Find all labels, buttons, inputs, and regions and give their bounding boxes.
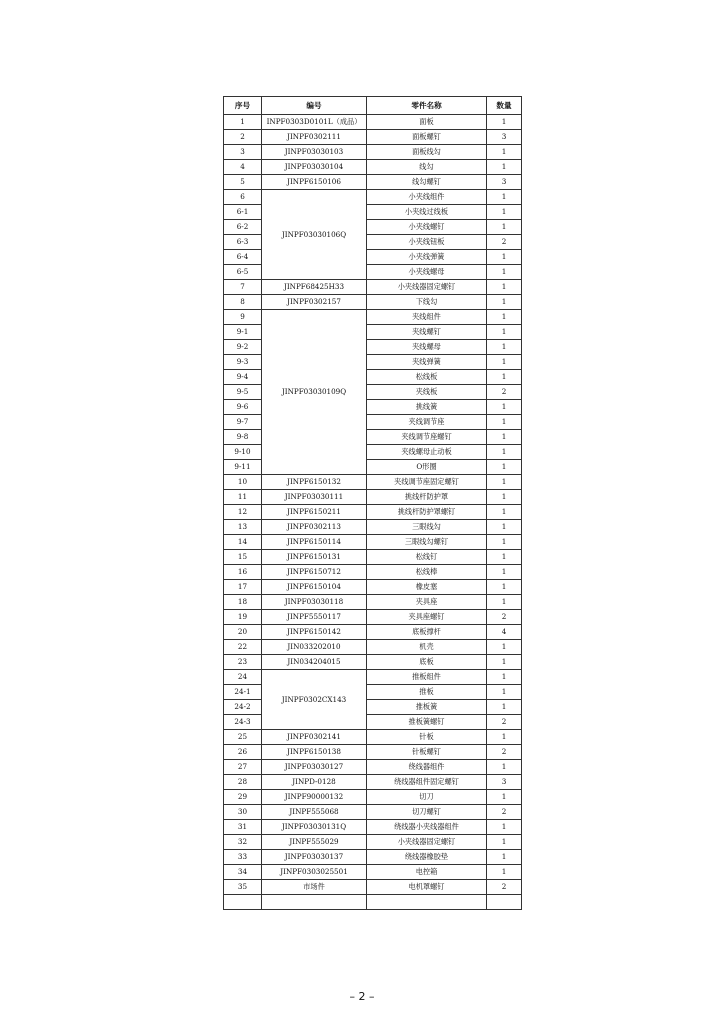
qty-cell: 1 [487, 550, 522, 565]
qty-cell: 1 [487, 445, 522, 460]
blank-cell [262, 895, 367, 910]
name-cell: 夹线调节座固定螺钉 [367, 475, 487, 490]
name-cell: 夹线调节座 [367, 415, 487, 430]
seq-cell: 26 [224, 745, 262, 760]
seq-cell: 6-5 [224, 265, 262, 280]
name-cell: 夹线调节座螺钉 [367, 430, 487, 445]
qty-cell: 1 [487, 370, 522, 385]
name-cell: 小夹线器固定螺钉 [367, 280, 487, 295]
name-cell: 推板 [367, 685, 487, 700]
name-cell: 针板螺钉 [367, 745, 487, 760]
code-cell: JIN033202010 [262, 640, 367, 655]
qty-cell: 4 [487, 625, 522, 640]
name-cell: 挑线杆防护罩螺钉 [367, 505, 487, 520]
table-row [224, 835, 522, 850]
seq-cell: 15 [224, 550, 262, 565]
name-cell: 绕线器组件固定螺钉 [367, 775, 487, 790]
seq-cell: 20 [224, 625, 262, 640]
qty-cell: 2 [487, 385, 522, 400]
code-cell: JINPF6150712 [262, 565, 367, 580]
code-cell: JINPF6150132 [262, 475, 367, 490]
parts-list-sheet [223, 96, 521, 910]
qty-cell: 1 [487, 760, 522, 775]
qty-cell: 2 [487, 715, 522, 730]
table-row [224, 850, 522, 865]
seq-cell: 8 [224, 295, 262, 310]
seq-cell: 3 [224, 145, 262, 160]
blank-cell [367, 895, 487, 910]
table-row [224, 640, 522, 655]
qty-cell: 2 [487, 610, 522, 625]
seq-cell: 9-5 [224, 385, 262, 400]
blank-cell [487, 895, 522, 910]
seq-cell: 24-3 [224, 715, 262, 730]
table-row [224, 745, 522, 760]
seq-cell: 24-1 [224, 685, 262, 700]
table-row [224, 310, 522, 325]
seq-cell: 6-4 [224, 250, 262, 265]
name-cell: 小夹线器固定螺钉 [367, 835, 487, 850]
name-cell: 切刀螺钉 [367, 805, 487, 820]
qty-cell: 1 [487, 535, 522, 550]
seq-cell: 32 [224, 835, 262, 850]
qty-cell: 1 [487, 400, 522, 415]
table-row [224, 805, 522, 820]
seq-cell: 12 [224, 505, 262, 520]
qty-cell: 1 [487, 430, 522, 445]
name-cell: 推板簧 [367, 700, 487, 715]
seq-cell: 6-1 [224, 205, 262, 220]
code-cell: JINPF03030104 [262, 160, 367, 175]
qty-cell: 1 [487, 790, 522, 805]
table-row [224, 475, 522, 490]
code-cell: JINPF5550117 [262, 610, 367, 625]
code-cell: JINPF6150211 [262, 505, 367, 520]
seq-cell: 4 [224, 160, 262, 175]
name-cell: 线勾螺钉 [367, 175, 487, 190]
name-cell: 绕线器橡胶垫 [367, 850, 487, 865]
name-cell: 小夹线组件 [367, 190, 487, 205]
name-cell: 推板簧螺钉 [367, 715, 487, 730]
qty-cell: 1 [487, 205, 522, 220]
qty-cell: 1 [487, 415, 522, 430]
qty-cell: 1 [487, 325, 522, 340]
code-cell: JIN034204015 [262, 655, 367, 670]
seq-cell: 30 [224, 805, 262, 820]
qty-cell: 2 [487, 880, 522, 895]
name-cell: 夹线螺母 [367, 340, 487, 355]
seq-cell: 6 [224, 190, 262, 205]
table-body [224, 115, 522, 895]
name-cell: 小夹线螺母 [367, 265, 487, 280]
seq-cell: 9-8 [224, 430, 262, 445]
name-cell: 松线板 [367, 370, 487, 385]
name-cell: 底板 [367, 655, 487, 670]
header-qty: 数量 [487, 97, 522, 115]
table-row [224, 535, 522, 550]
qty-cell: 3 [487, 175, 522, 190]
seq-cell: 33 [224, 850, 262, 865]
table-row [224, 760, 522, 775]
qty-cell: 1 [487, 835, 522, 850]
code-cell: JINPF6150106 [262, 175, 367, 190]
code-cell: JINPF6150138 [262, 745, 367, 760]
name-cell: 夹线螺钉 [367, 325, 487, 340]
table-row [224, 490, 522, 505]
name-cell: 面板螺钉 [367, 130, 487, 145]
table-row [224, 865, 522, 880]
name-cell: 松线棒 [367, 565, 487, 580]
table-row [224, 505, 522, 520]
name-cell: 三眼线勾螺钉 [367, 535, 487, 550]
name-cell: 面板线勾 [367, 145, 487, 160]
table-row [224, 610, 522, 625]
name-cell: 小夹线螺钉 [367, 220, 487, 235]
qty-cell: 1 [487, 220, 522, 235]
name-cell: 松线钉 [367, 550, 487, 565]
qty-cell: 1 [487, 280, 522, 295]
seq-cell: 18 [224, 595, 262, 610]
qty-cell: 1 [487, 640, 522, 655]
qty-cell: 1 [487, 340, 522, 355]
seq-cell: 13 [224, 520, 262, 535]
name-cell: 橡皮塞 [367, 580, 487, 595]
qty-cell: 1 [487, 685, 522, 700]
name-cell: 下线勾 [367, 295, 487, 310]
code-cell: JINPF555029 [262, 835, 367, 850]
table-blank-row [224, 895, 522, 910]
seq-cell: 23 [224, 655, 262, 670]
code-cell: JINPF03030103 [262, 145, 367, 160]
seq-cell: 6-2 [224, 220, 262, 235]
qty-cell: 1 [487, 355, 522, 370]
name-cell: 电机罩螺钉 [367, 880, 487, 895]
qty-cell: 1 [487, 730, 522, 745]
table-row [224, 790, 522, 805]
seq-cell: 31 [224, 820, 262, 835]
qty-cell: 1 [487, 655, 522, 670]
qty-cell: 2 [487, 235, 522, 250]
seq-cell: 9-4 [224, 370, 262, 385]
name-cell: 绕线器组件 [367, 760, 487, 775]
name-cell: 三眼线勾 [367, 520, 487, 535]
seq-cell: 16 [224, 565, 262, 580]
seq-cell: 24-2 [224, 700, 262, 715]
seq-cell: 27 [224, 760, 262, 775]
qty-cell: 2 [487, 805, 522, 820]
blank-cell [224, 895, 262, 910]
page-number: – 2 – [349, 990, 375, 1003]
parts-table [223, 96, 522, 910]
table-row [224, 580, 522, 595]
code-cell: JINPF0303025501 [262, 865, 367, 880]
code-cell: JINPF68425H33 [262, 280, 367, 295]
qty-cell: 1 [487, 250, 522, 265]
seq-cell: 22 [224, 640, 262, 655]
name-cell: 夹具座 [367, 595, 487, 610]
table-row [224, 130, 522, 145]
seq-cell: 14 [224, 535, 262, 550]
code-cell: JINPF555068 [262, 805, 367, 820]
table-row [224, 775, 522, 790]
seq-cell: 10 [224, 475, 262, 490]
name-cell: 面板 [367, 115, 487, 130]
seq-cell: 29 [224, 790, 262, 805]
name-cell: 机壳 [367, 640, 487, 655]
name-cell: 挑线簧 [367, 400, 487, 415]
seq-cell: 19 [224, 610, 262, 625]
qty-cell: 1 [487, 475, 522, 490]
seq-cell: 28 [224, 775, 262, 790]
table-row [224, 520, 522, 535]
seq-cell: 24 [224, 670, 262, 685]
code-cell: JINPF6150114 [262, 535, 367, 550]
seq-cell: 17 [224, 580, 262, 595]
code-cell: JINPF03030127 [262, 760, 367, 775]
code-cell: JINPF03030111 [262, 490, 367, 505]
seq-cell: 9 [224, 310, 262, 325]
table-row [224, 730, 522, 745]
name-cell: 夹线螺母止动板 [367, 445, 487, 460]
table-row [224, 880, 522, 895]
code-cell: JINPF03030131Q [262, 820, 367, 835]
qty-cell: 2 [487, 745, 522, 760]
qty-cell: 1 [487, 310, 522, 325]
name-cell: 电控箱 [367, 865, 487, 880]
qty-cell: 1 [487, 670, 522, 685]
qty-cell: 1 [487, 490, 522, 505]
seq-cell: 11 [224, 490, 262, 505]
table-row [224, 550, 522, 565]
code-cell: JINPF03030106Q [262, 190, 367, 280]
qty-cell: 1 [487, 265, 522, 280]
seq-cell: 9-7 [224, 415, 262, 430]
name-cell: 绕线器小夹线器组件 [367, 820, 487, 835]
qty-cell: 1 [487, 505, 522, 520]
qty-cell: 1 [487, 865, 522, 880]
header-name: 零件名称 [367, 97, 487, 115]
code-cell: JINPF6150142 [262, 625, 367, 640]
table-row [224, 295, 522, 310]
name-cell: 夹线组件 [367, 310, 487, 325]
name-cell: 小夹线钮板 [367, 235, 487, 250]
code-cell: JINPF0302141 [262, 730, 367, 745]
table-row [224, 595, 522, 610]
qty-cell: 3 [487, 130, 522, 145]
code-cell: JINPF0302111 [262, 130, 367, 145]
seq-cell: 9-3 [224, 355, 262, 370]
seq-cell: 9-2 [224, 340, 262, 355]
name-cell: 夹线弹簧 [367, 355, 487, 370]
table-row [224, 625, 522, 640]
code-cell: JINPF0302CX143 [262, 670, 367, 730]
seq-cell: 9-10 [224, 445, 262, 460]
code-cell: JINPF6150131 [262, 550, 367, 565]
name-cell: 切刀 [367, 790, 487, 805]
table-row [224, 160, 522, 175]
seq-cell: 1 [224, 115, 262, 130]
table-row [224, 565, 522, 580]
code-cell: INPF0303D0101L（成品） [262, 115, 367, 130]
name-cell: 线勾 [367, 160, 487, 175]
seq-cell: 9-11 [224, 460, 262, 475]
table-row [224, 280, 522, 295]
seq-cell: 9-6 [224, 400, 262, 415]
name-cell: 小夹线过线板 [367, 205, 487, 220]
name-cell: O形圈 [367, 460, 487, 475]
name-cell: 夹线板 [367, 385, 487, 400]
table-row [224, 820, 522, 835]
name-cell: 针板 [367, 730, 487, 745]
qty-cell: 1 [487, 520, 522, 535]
qty-cell: 1 [487, 460, 522, 475]
seq-cell: 35 [224, 880, 262, 895]
qty-cell: 1 [487, 820, 522, 835]
qty-cell: 1 [487, 565, 522, 580]
name-cell: 挑线杆防护罩 [367, 490, 487, 505]
qty-cell: 1 [487, 595, 522, 610]
seq-cell: 9-1 [224, 325, 262, 340]
code-cell: JINPF03030109Q [262, 310, 367, 475]
code-cell: JINPD-0128 [262, 775, 367, 790]
seq-cell: 7 [224, 280, 262, 295]
qty-cell: 1 [487, 850, 522, 865]
qty-cell: 1 [487, 700, 522, 715]
code-cell: 市场件 [262, 880, 367, 895]
qty-cell: 1 [487, 115, 522, 130]
table-row [224, 145, 522, 160]
seq-cell: 2 [224, 130, 262, 145]
seq-cell: 5 [224, 175, 262, 190]
qty-cell: 1 [487, 580, 522, 595]
seq-cell: 25 [224, 730, 262, 745]
table-row [224, 655, 522, 670]
name-cell: 小夹线弹簧 [367, 250, 487, 265]
table-header-row [224, 97, 522, 115]
qty-cell: 1 [487, 145, 522, 160]
seq-cell: 6-3 [224, 235, 262, 250]
table-row [224, 115, 522, 130]
qty-cell: 1 [487, 190, 522, 205]
table-row [224, 175, 522, 190]
name-cell: 推板组件 [367, 670, 487, 685]
code-cell: JINPF0302113 [262, 520, 367, 535]
qty-cell: 3 [487, 775, 522, 790]
header-code: 编号 [262, 97, 367, 115]
name-cell: 夹具座螺钉 [367, 610, 487, 625]
table-row [224, 670, 522, 685]
qty-cell: 1 [487, 295, 522, 310]
code-cell: JINPF03030137 [262, 850, 367, 865]
code-cell: JINPF6150104 [262, 580, 367, 595]
header-seq: 序号 [224, 97, 262, 115]
table-row [224, 190, 522, 205]
seq-cell: 34 [224, 865, 262, 880]
name-cell: 底板撑杆 [367, 625, 487, 640]
qty-cell: 1 [487, 160, 522, 175]
code-cell: JINPF03030118 [262, 595, 367, 610]
code-cell: JINPF90000132 [262, 790, 367, 805]
code-cell: JINPF0302157 [262, 295, 367, 310]
